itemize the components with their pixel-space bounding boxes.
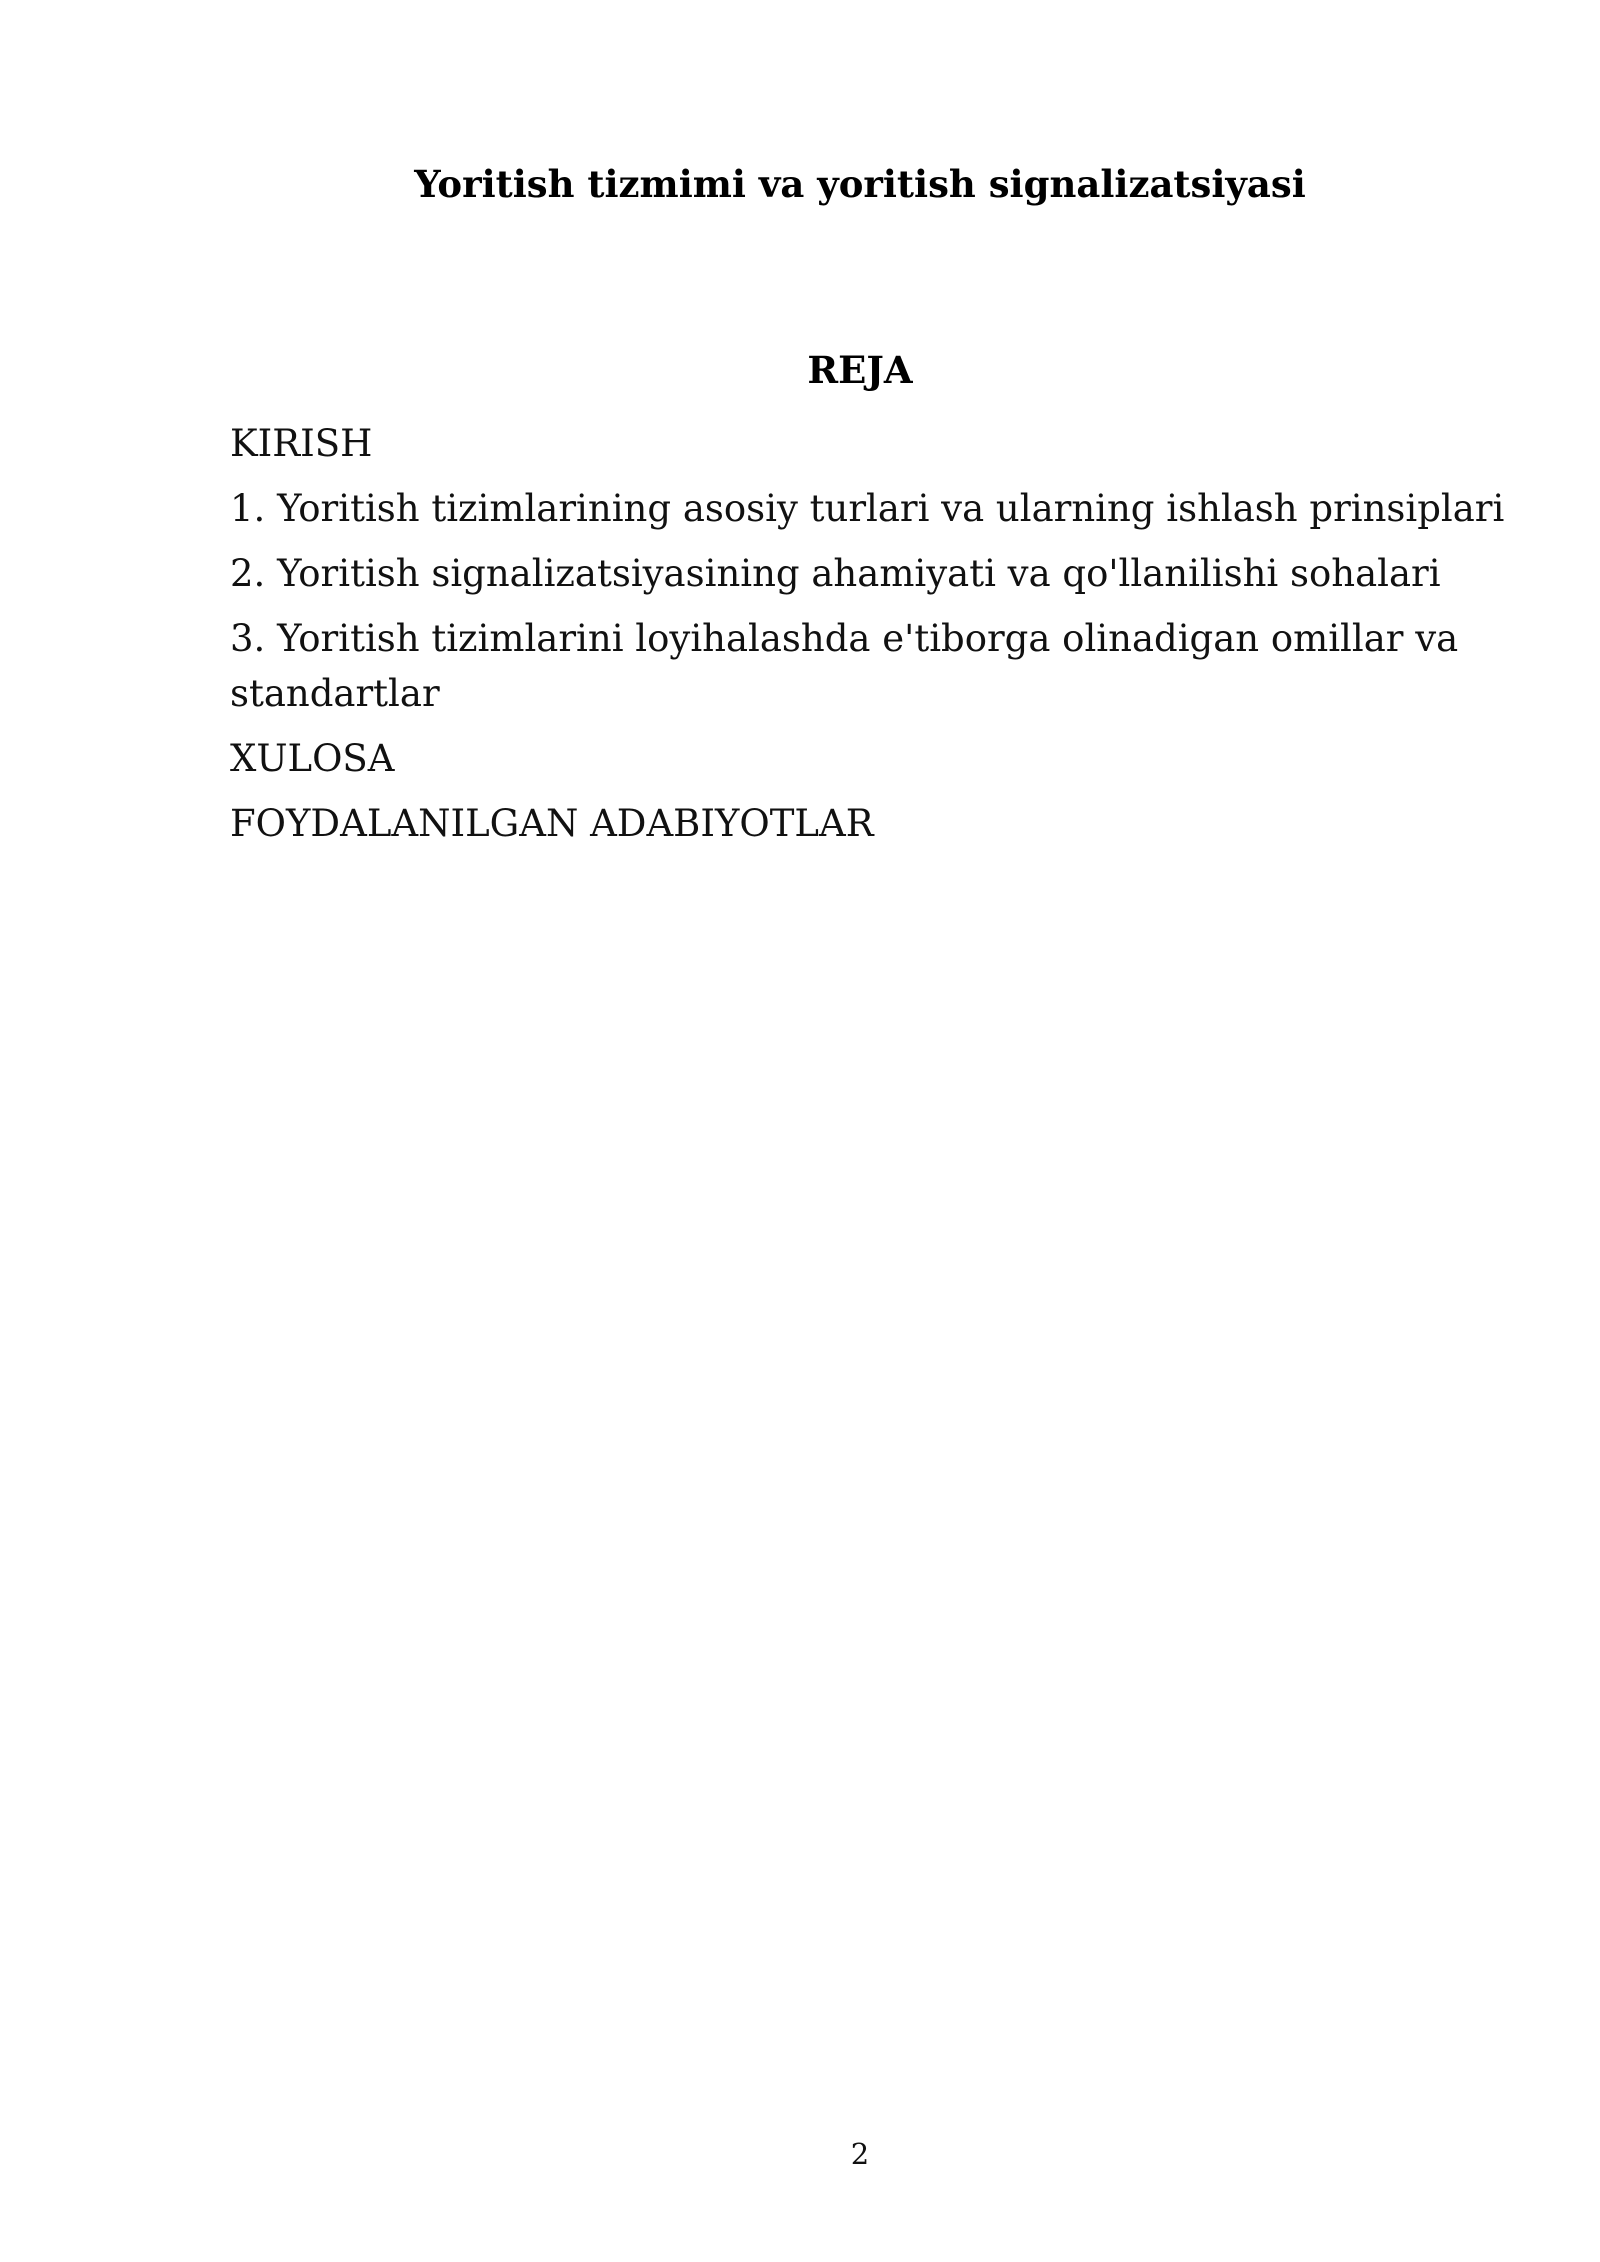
page-number: 2 xyxy=(850,2137,870,2171)
plan-list xyxy=(230,416,1550,861)
plan-item-conclusion: XULOSA xyxy=(230,737,395,780)
plan-item-2: 2. Yoritish signalizatsiyasining ahamiyati va qo'llanilishi sohalari xyxy=(230,552,1441,595)
plan-item-introduction: KIRISH xyxy=(230,422,373,465)
plan-item-references: FOYDALANILGAN ADABIYOTLAR xyxy=(230,802,874,845)
plan-item-3: 3. Yoritish tizimlarini loyihalashda e'tiborga olinadigan omillar va standartlar xyxy=(230,617,1459,715)
plan-heading: REJA xyxy=(807,348,913,392)
document-title: Yoritish tizmimi va yoritish signalizatsiyasi xyxy=(414,162,1306,206)
plan-item-1: 1. Yoritish tizimlarining asosiy turlari va ularning ishlash prinsiplari xyxy=(230,487,1505,530)
